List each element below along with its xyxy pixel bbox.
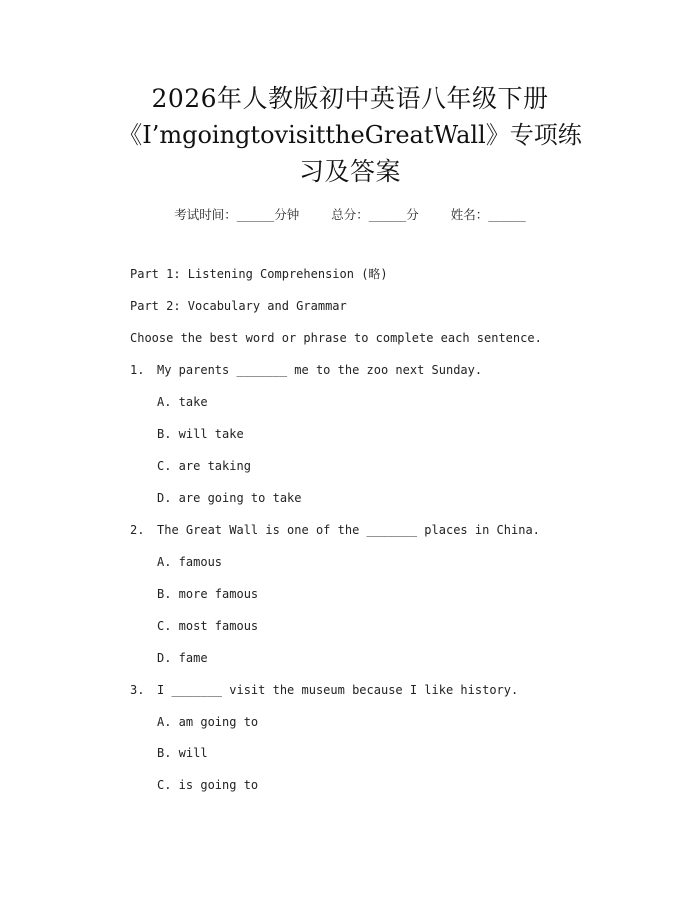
part1-heading: Part 1: Listening Comprehension (略): [130, 267, 388, 281]
exam-meta: [0, 205, 700, 223]
doc-title-line-2: 《I’mgoingtovisittheGreatWall》专项练: [118, 121, 582, 149]
q1-option-b: B. will take: [157, 427, 244, 441]
q3-option-c: C. is going to: [157, 778, 259, 792]
part2-heading: Part 2: Vocabulary and Grammar: [130, 299, 347, 313]
q2-option-c: C. most famous: [157, 619, 259, 633]
student-name: 姓名：______: [450, 207, 526, 222]
question-text: The Great Wall is one of the _______ places in China.: [157, 523, 540, 537]
question-3: [130, 682, 518, 698]
question-text: My parents _______ me to the zoo next Sunday.: [157, 363, 483, 377]
exam-score: 总分：______分: [331, 207, 419, 222]
doc-title-line-3: 习及答案: [298, 157, 401, 186]
instruction-text: Choose the best word or phrase to complete each sentence.: [130, 331, 542, 345]
question-number: 3.: [130, 683, 145, 697]
question-text: I _______ visit the museum because I like history.: [157, 683, 519, 697]
question-number: 2.: [130, 523, 145, 537]
q3-option-a: A. am going to: [157, 715, 259, 729]
q1-option-d: D. are going to take: [157, 491, 302, 505]
question-2: [130, 522, 540, 538]
question-1: [130, 362, 482, 378]
exam-time: 考试时间：______分钟: [174, 207, 300, 222]
q2-option-d: D. fame: [157, 651, 208, 665]
q2-option-b: B. more famous: [157, 587, 259, 601]
question-number: 1.: [130, 363, 145, 377]
doc-title-line-1: 2026年人教版初中英语八年级下册: [151, 84, 549, 113]
q2-option-a: A. famous: [157, 555, 223, 569]
q3-option-b: B. will: [157, 746, 208, 760]
q1-option-c: C. are taking: [157, 459, 251, 473]
q1-option-a: A. take: [157, 395, 208, 409]
